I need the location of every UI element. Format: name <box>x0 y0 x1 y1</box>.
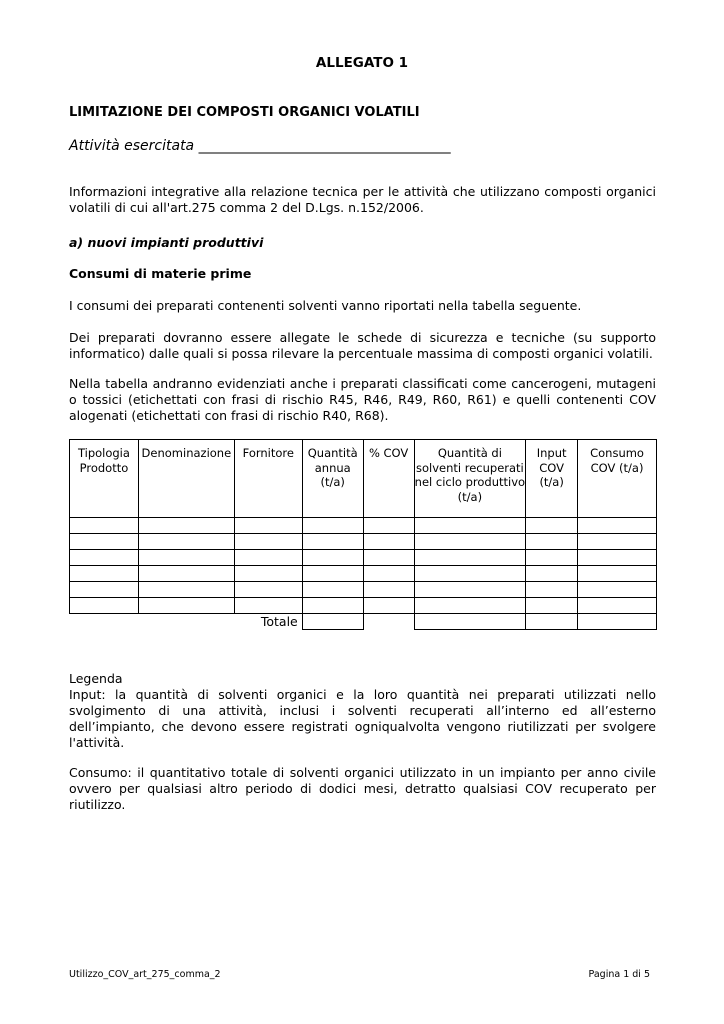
col-header-consumo-cov: Consumo COV (t/a) <box>578 440 657 518</box>
table-row <box>70 598 657 614</box>
col-header-fornitore: Fornitore <box>234 440 302 518</box>
table-cell[interactable] <box>526 550 578 566</box>
table-cell[interactable] <box>526 582 578 598</box>
cov-table <box>69 439 657 630</box>
activity-blank-field: ____________________________________ <box>198 138 451 154</box>
footer-page-info: Pagina 1 di 5 <box>588 969 650 980</box>
table-cell[interactable] <box>234 534 302 550</box>
table-row <box>70 550 657 566</box>
table-cell[interactable] <box>578 550 657 566</box>
table-cell[interactable] <box>70 582 139 598</box>
table-cell[interactable] <box>302 550 363 566</box>
table-row <box>70 582 657 598</box>
total-consumo-cell[interactable] <box>578 614 657 630</box>
table-header-row <box>70 440 657 518</box>
table-cell[interactable] <box>578 582 657 598</box>
table-cell[interactable] <box>234 550 302 566</box>
activity-label: Attività esercitata <box>69 138 195 154</box>
col-header-solventi-recuperati: Quantità di solventi recuperati nel ciclo produttivo (t/a) <box>414 440 526 518</box>
table-cell[interactable] <box>363 582 414 598</box>
table-cell[interactable] <box>70 598 139 614</box>
table-cell[interactable] <box>526 534 578 550</box>
table-cell[interactable] <box>138 534 234 550</box>
legend-title: Legenda <box>69 671 123 686</box>
table-cell[interactable] <box>414 566 526 582</box>
table-cell[interactable] <box>363 550 414 566</box>
table-cell[interactable] <box>234 566 302 582</box>
total-input-cell[interactable] <box>526 614 578 630</box>
table-cell[interactable] <box>138 550 234 566</box>
table-cell[interactable] <box>578 518 657 534</box>
total-spacer-cell <box>70 614 139 630</box>
table-cell[interactable] <box>234 598 302 614</box>
total-solventi-cell[interactable] <box>414 614 526 630</box>
table-cell[interactable] <box>414 598 526 614</box>
table-cell[interactable] <box>578 598 657 614</box>
col-header-tipologia: Tipologia Prodotto <box>70 440 139 518</box>
table-cell[interactable] <box>302 598 363 614</box>
subheading-consumi: Consumi di materie prime <box>69 266 252 281</box>
paragraph-schede: Dei preparati dovranno essere allegate le schede di sicurezza e tecniche (su supporto informatico) dalle quali si possa rilevare la percentuale massima di composti organici volatili. <box>69 330 656 361</box>
table-cell[interactable] <box>138 566 234 582</box>
total-spacer-cell <box>363 614 414 630</box>
table-cell[interactable] <box>138 582 234 598</box>
table-row <box>70 518 657 534</box>
table-cell[interactable] <box>302 566 363 582</box>
table-total-row <box>70 614 657 630</box>
total-label: Totale <box>260 613 298 629</box>
table-cell[interactable] <box>302 518 363 534</box>
paragraph-consumi: I consumi dei preparati contenenti solventi vanno riportati nella tabella seguente. <box>69 298 582 313</box>
table-cell[interactable] <box>578 566 657 582</box>
table-cell[interactable] <box>363 518 414 534</box>
table-cell[interactable] <box>138 518 234 534</box>
main-heading: LIMITAZIONE DEI COMPOSTI ORGANICI VOLATILI <box>69 105 420 120</box>
table-cell[interactable] <box>414 518 526 534</box>
total-spacer-cell <box>138 614 234 630</box>
paragraph-tabella: Nella tabella andranno evidenziati anche i preparati classificati come cancerogeni, mutageni o tossici (etichettati con frasi di rischio R45, R46, R49, R60, R61) e quelli contenenti COV alogenati (etichettati con frasi di rischio R40, R68). <box>69 376 656 423</box>
table-cell[interactable] <box>70 518 139 534</box>
table-cell[interactable] <box>578 534 657 550</box>
table-cell[interactable] <box>363 566 414 582</box>
activity-line <box>69 138 451 154</box>
table-cell[interactable] <box>234 582 302 598</box>
table-row <box>70 534 657 550</box>
footer-filename: Utilizzo_COV_art_275_comma_2 <box>69 969 221 980</box>
table-row <box>70 566 657 582</box>
intro-paragraph: Informazioni integrative alla relazione tecnica per le attività che utilizzano composti organici volatili di cui all'art.275 comma 2 del D.Lgs. n.152/2006. <box>69 184 656 215</box>
table-cell[interactable] <box>363 534 414 550</box>
legend-input-paragraph: Input: la quantità di solventi organici e la loro quantità nei preparati utilizzati nello svolgimento di una attività, inclusi i solventi recuperati all’interno ed all’esterno dell’impianto, che devono essere registrati ogniqualvolta vengono riutilizzati per svolgere l'attività. <box>69 687 656 750</box>
col-header-input-cov: Input COV (t/a) <box>526 440 578 518</box>
table-cell[interactable] <box>70 534 139 550</box>
table-cell[interactable] <box>70 550 139 566</box>
section-title: a) nuovi impianti produttivi <box>69 235 264 250</box>
table-cell[interactable] <box>302 534 363 550</box>
table-cell[interactable] <box>363 598 414 614</box>
table-cell[interactable] <box>414 534 526 550</box>
table-cell[interactable] <box>526 518 578 534</box>
legend-consumo-paragraph: Consumo: il quantitativo totale di solventi organici utilizzato in un impianto per anno civile ovvero per qualsiasi altro periodo di dodici mesi, detratto qualsiasi COV recuperato per riutilizzo. <box>69 765 656 812</box>
table-cell[interactable] <box>138 598 234 614</box>
col-header-quantita-annua: Quantità annua (t/a) <box>302 440 363 518</box>
table-cell[interactable] <box>414 550 526 566</box>
col-header-cov-percent: % COV <box>363 440 414 518</box>
table-cell[interactable] <box>234 518 302 534</box>
col-header-denominazione: Denominazione <box>138 440 234 518</box>
table-cell[interactable] <box>526 598 578 614</box>
table-cell[interactable] <box>302 582 363 598</box>
table-cell[interactable] <box>70 566 139 582</box>
table-cell[interactable] <box>414 582 526 598</box>
annex-title: ALLEGATO 1 <box>315 55 409 71</box>
table-cell[interactable] <box>526 566 578 582</box>
total-quantita-cell[interactable] <box>302 614 363 630</box>
